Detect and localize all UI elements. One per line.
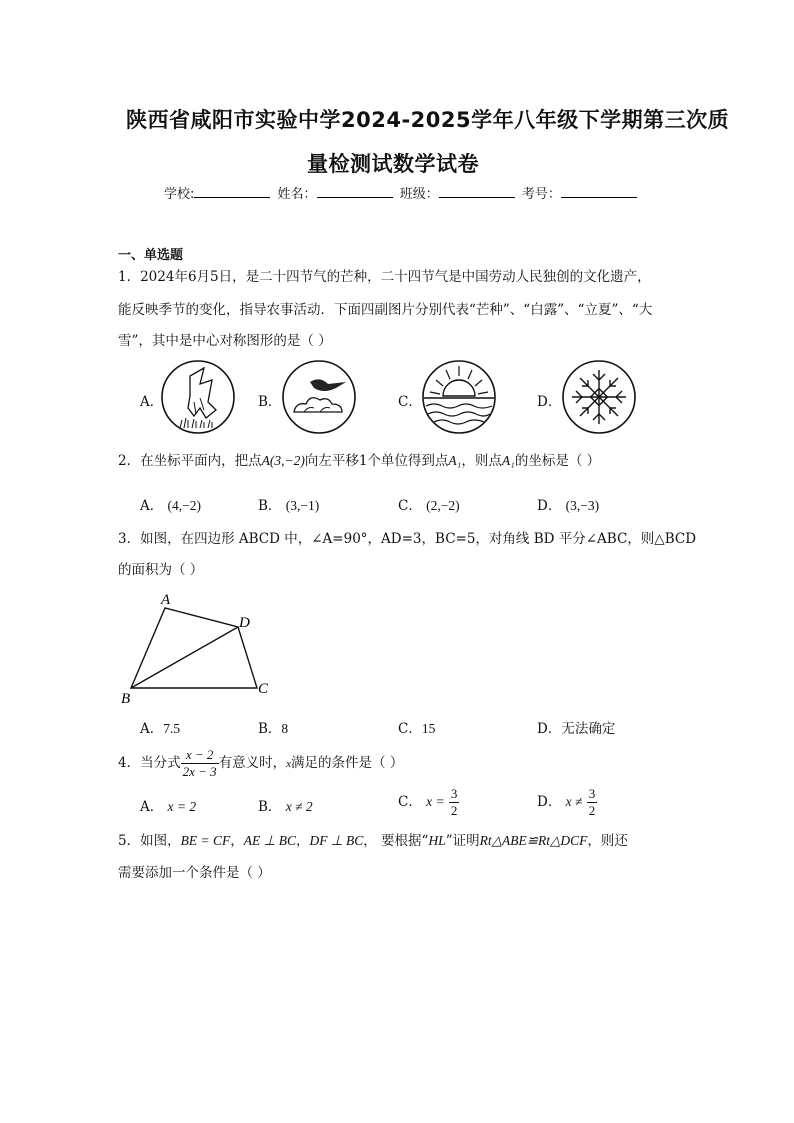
fraction-numerator: 3 [588,786,596,801]
option-label: A． [140,498,164,514]
option-value: 15 [421,721,436,736]
q4-variable: x [286,758,292,770]
name-blank[interactable] [317,185,393,198]
q5-condition-1: BE = CF [180,833,231,848]
q4-text-post: 有意义时， [218,755,287,771]
option-value: x ≠ 2 [285,799,313,814]
q5-congruence: Rt△ABE≌Rt△DCF [479,833,588,848]
q5-text-pre: 5．如图， [118,833,181,849]
option-label: C． [398,721,422,737]
q5-condition-3: DF ⊥ BC [309,833,364,848]
option-label: A． [140,799,164,815]
option-value: 7.5 [163,721,181,736]
q4-text-end: 满足的条件是（ ） [291,755,404,771]
question-1-line1: 1．2024年6月5日，是二十四节气的芒种，二十四节气是中国劳动人民独创的文化遗产， [118,269,651,285]
q4-fraction [181,747,219,780]
section-heading: 一、单选题 [118,248,184,263]
grass-house-icon [160,358,236,436]
exam-number-blank[interactable] [561,185,637,198]
option-value: (4,−2) [167,498,202,513]
vertex-c-label: C [258,681,269,697]
fraction-denominator: 2 [450,803,458,818]
question-5-line2: 需要添加一个条件是（ ） [118,865,271,881]
option-label: C． [398,794,422,810]
option-fraction [587,786,598,819]
q2-point-a: A(3,−2) [261,453,305,468]
q2-option-d[interactable] [537,494,599,514]
option-value: (2,−2) [426,498,460,513]
q3-option-d[interactable] [537,717,615,737]
q3-option-a[interactable] [140,717,180,737]
option-fraction [449,786,460,819]
sun-sea-icon [420,358,498,436]
q2-option-a[interactable] [140,494,201,514]
q4-option-a[interactable] [140,795,196,815]
vertex-b-label: B [121,691,131,707]
snowflake-icon [560,358,638,436]
option-label: D． [537,794,562,810]
fraction-denominator: 2x − 3 [182,764,217,779]
q4-option-d[interactable] [537,786,597,819]
question-3-line1: 3．如图，在四边形 ABCD 中，∠A=90°，AD=3，BC=5，对角线 BD 平分∠ABC，则△BCD [118,531,697,547]
q2-text-pre: 2．在坐标平面内，把点 [118,453,262,469]
option-value: (3,−1) [285,498,320,513]
vertex-d-label: D [239,615,250,631]
option-label: A． [140,721,164,737]
question-3-line2: 的面积为（ ） [118,562,204,578]
q3-option-b[interactable] [258,717,288,737]
exam-number-label: 考号： [521,187,561,202]
option-value: x = 2 [167,799,197,814]
option-value: x = [426,794,445,809]
option-label: B． [258,799,282,815]
q4-option-c[interactable] [398,786,459,819]
option-label: D． [537,498,562,514]
fraction-numerator: x − 2 [181,747,219,764]
class-blank[interactable] [439,185,515,198]
q1-option-d-label[interactable]: D． [537,394,562,410]
question-4-stem [118,744,403,783]
q2-point-a1-2: A₁ [501,453,515,468]
class-label: 班级： [399,187,439,202]
question-5-line1: 5．如图，BE = CF，AE ⊥ BC，DF ⊥ BC， 要根据“HL”证明Rt△ABE≌Rt△DCF，则还 [118,833,628,849]
school-blank[interactable] [194,185,270,198]
q1-option-b-label[interactable]: B． [258,394,282,410]
name-label: 姓名： [277,187,317,202]
q2-text-mid: 向左平移1个单位得到点 [304,453,449,469]
q5-text-post: ，则还 [587,833,628,849]
q5-hl: HL [428,833,446,848]
option-value: (3,−3) [565,498,600,513]
option-label: C． [398,498,422,514]
q1-option-a-label[interactable]: A． [140,394,164,410]
q4-option-b[interactable] [258,795,313,815]
q1-option-c-label[interactable]: C． [398,394,422,410]
goose-cloud-icon [280,358,358,436]
q2-option-b[interactable] [258,494,319,514]
page-title-line1: 陕西省咸阳市实验中学2024-2025学年八年级下学期第三次质 [126,108,730,132]
page-title-line2: 量检测试数学试卷 [307,152,479,176]
question-2-stem [118,446,600,476]
fraction-denominator: 2 [588,803,596,818]
option-label: D． [537,721,562,737]
student-info-row [164,183,640,202]
school-label: 学校: [164,187,195,202]
q2-point-a1: A₁ [448,453,462,468]
option-value: x ≠ [565,794,583,809]
q2-text-end: 的坐标是（ ） [514,453,601,469]
quadrilateral-abcd-figure [115,590,285,708]
q5-text-mid2: ”证明 [445,833,480,849]
q2-text-post: ，则点 [461,453,502,469]
option-value: 8 [281,721,289,736]
fraction-numerator: 3 [450,786,458,801]
q4-text-pre: 4．当分式 [118,755,181,771]
q5-text-mid: 要根据“ [381,833,429,849]
q5-condition-2: AE ⊥ BC [243,833,296,848]
option-label: B． [258,721,282,737]
option-label: B． [258,498,282,514]
question-1-line2: 能反映季节的变化，指导农事活动．下面四副图片分别代表“芒种”、“白露”、“立夏”、“大 [118,302,653,318]
q2-option-c[interactable] [398,494,460,514]
option-value: 无法确定 [561,721,616,737]
question-1-line3: 雪”，其中是中心对称图形的是（ ） [118,333,332,349]
vertex-a-label: A [161,592,171,608]
q3-option-c[interactable] [398,717,435,737]
